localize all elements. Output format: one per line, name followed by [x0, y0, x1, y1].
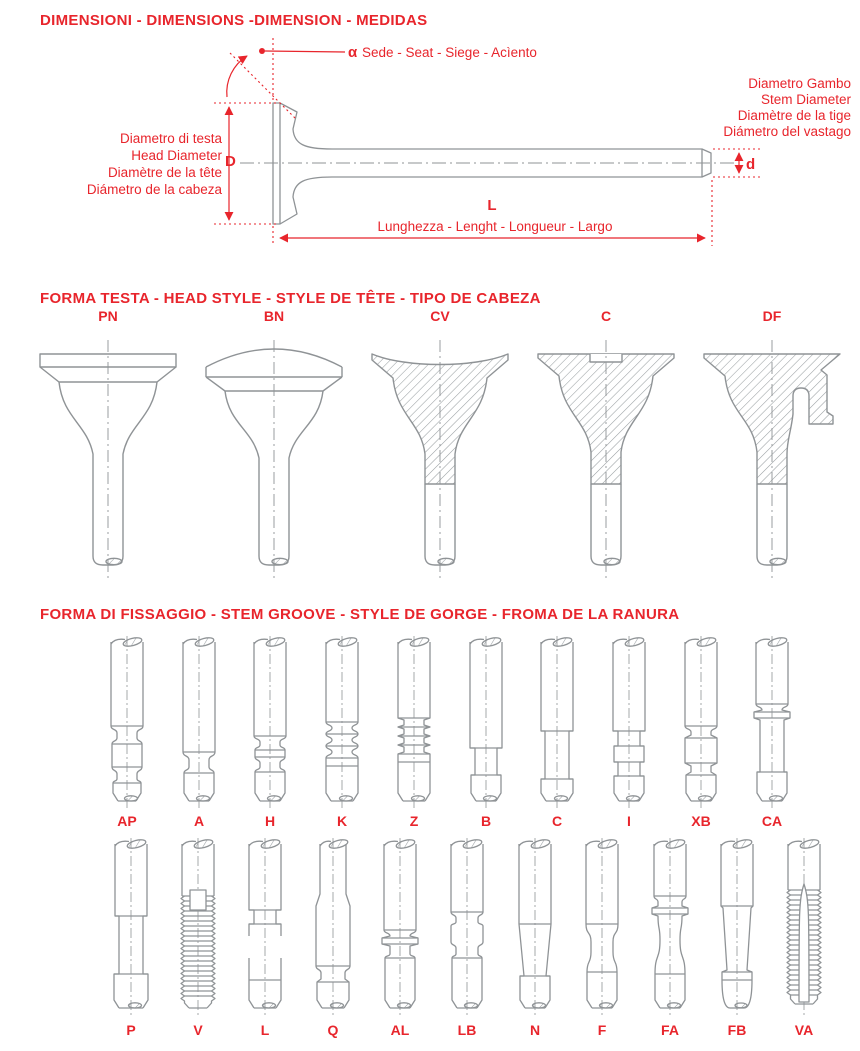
stem-groove-label-VA: VA — [794, 1022, 814, 1038]
stem-groove-figure-N — [505, 838, 565, 1027]
valve-dimension-diagram — [0, 0, 860, 262]
stem-diameter-label-4: Diámetro del vastago — [723, 124, 851, 139]
head-style-figure-PN — [33, 334, 183, 591]
stem-groove-label-CA: CA — [761, 813, 783, 829]
stem-diameter-label-3: Diamètre de la tige — [737, 108, 851, 123]
stem-groove-label-Z: Z — [409, 813, 419, 829]
stem-groove-label-A: A — [193, 813, 205, 829]
stem-groove-figure-VA — [774, 838, 834, 1027]
length-symbol: L — [487, 197, 497, 214]
stem-groove-label-XB: XB — [691, 813, 711, 829]
stem-groove-figure-K — [312, 636, 372, 820]
stem-groove-figure-CA — [742, 636, 802, 820]
head-style-label-DF: DF — [762, 308, 782, 324]
stem-groove-figure-B — [456, 636, 516, 820]
stem-groove-label-H: H — [264, 813, 276, 829]
stem-groove-label-LB: LB — [457, 1022, 477, 1038]
seat-label: Sede - Seat - Siege - Acìento — [362, 45, 537, 60]
dimensions-title: DIMENSIONI - DIMENSIONS -DIMENSION - MEDIDAS — [40, 12, 428, 29]
head-diameter-label-2: Head Diameter — [131, 148, 222, 163]
head-diameter-label-4: Diámetro de la cabeza — [86, 182, 222, 197]
stem-groove-label-B: B — [480, 813, 492, 829]
stem-groove-figure-FA — [640, 838, 700, 1027]
stem-groove-figure-V — [168, 838, 228, 1027]
stem-groove-label-Q: Q — [327, 1022, 339, 1038]
stem-groove-label-I: I — [627, 813, 631, 829]
head-diameter-label-1: Diametro di testa — [119, 131, 222, 146]
seat-angle-dot — [259, 48, 265, 54]
stem-groove-label-L: L — [260, 1022, 270, 1038]
stem-groove-figure-Z — [384, 636, 444, 820]
stem-groove-figure-XB — [671, 636, 731, 820]
head-style-figure-DF — [697, 334, 847, 591]
alpha-symbol: α — [348, 44, 358, 61]
head-style-figure-BN — [199, 334, 349, 591]
stem-diameter-label-2: Stem Diameter — [760, 92, 851, 107]
stem-groove-figure-F — [572, 838, 632, 1027]
seat-pointer-line — [265, 51, 345, 52]
stem-groove-figure-AL — [370, 838, 430, 1027]
stem-groove-label-FB: FB — [727, 1022, 747, 1038]
length-label: Lunghezza - Lenght - Longueur - Largo — [377, 219, 613, 234]
stem-groove-label-F: F — [597, 1022, 607, 1038]
stem-groove-figure-Q — [303, 838, 363, 1027]
seat-angle-arc — [227, 56, 247, 97]
stem-groove-figure-LB — [437, 838, 497, 1027]
stem-groove-label-P: P — [126, 1022, 136, 1038]
stem-groove-figure-FB — [707, 838, 767, 1027]
stem-groove-figure-H — [240, 636, 300, 820]
stem-groove-figure-P — [101, 838, 161, 1027]
head-styles-title: FORMA TESTA - HEAD STYLE - STYLE DE TÊTE - TIPO DE CABEZA — [40, 290, 541, 307]
head-style-label-C: C — [600, 308, 612, 324]
stem-groove-figure-AP — [97, 636, 157, 820]
stem-groove-label-V: V — [193, 1022, 203, 1038]
stem-groove-label-AP: AP — [117, 813, 137, 829]
stem-groove-figure-C — [527, 636, 587, 820]
stem-diameter-symbol: d — [746, 156, 756, 173]
stem-groove-label-C: C — [551, 813, 563, 829]
head-style-figure-CV — [365, 334, 515, 591]
head-style-label-BN: BN — [263, 308, 285, 324]
head-style-figure-C — [531, 334, 681, 591]
stem-grooves-title: FORMA DI FISSAGGIO - STEM GROOVE - STYLE DE GORGE - FROMA DE LA RANURA — [40, 606, 680, 623]
head-diameter-label-3: Diamètre de la tête — [107, 165, 222, 180]
stem-groove-figure-L — [235, 838, 295, 1027]
stem-groove-label-K: K — [336, 813, 348, 829]
head-style-label-PN: PN — [98, 308, 118, 324]
head-diameter-symbol: D — [225, 153, 236, 170]
stem-groove-figure-I — [599, 636, 659, 820]
stem-groove-label-N: N — [529, 1022, 541, 1038]
stem-groove-figure-A — [169, 636, 229, 820]
head-style-label-CV: CV — [430, 308, 450, 324]
stem-groove-label-AL: AL — [390, 1022, 410, 1038]
stem-diameter-label-1: Diametro Gambo — [748, 76, 851, 91]
stem-groove-label-FA: FA — [661, 1022, 679, 1038]
